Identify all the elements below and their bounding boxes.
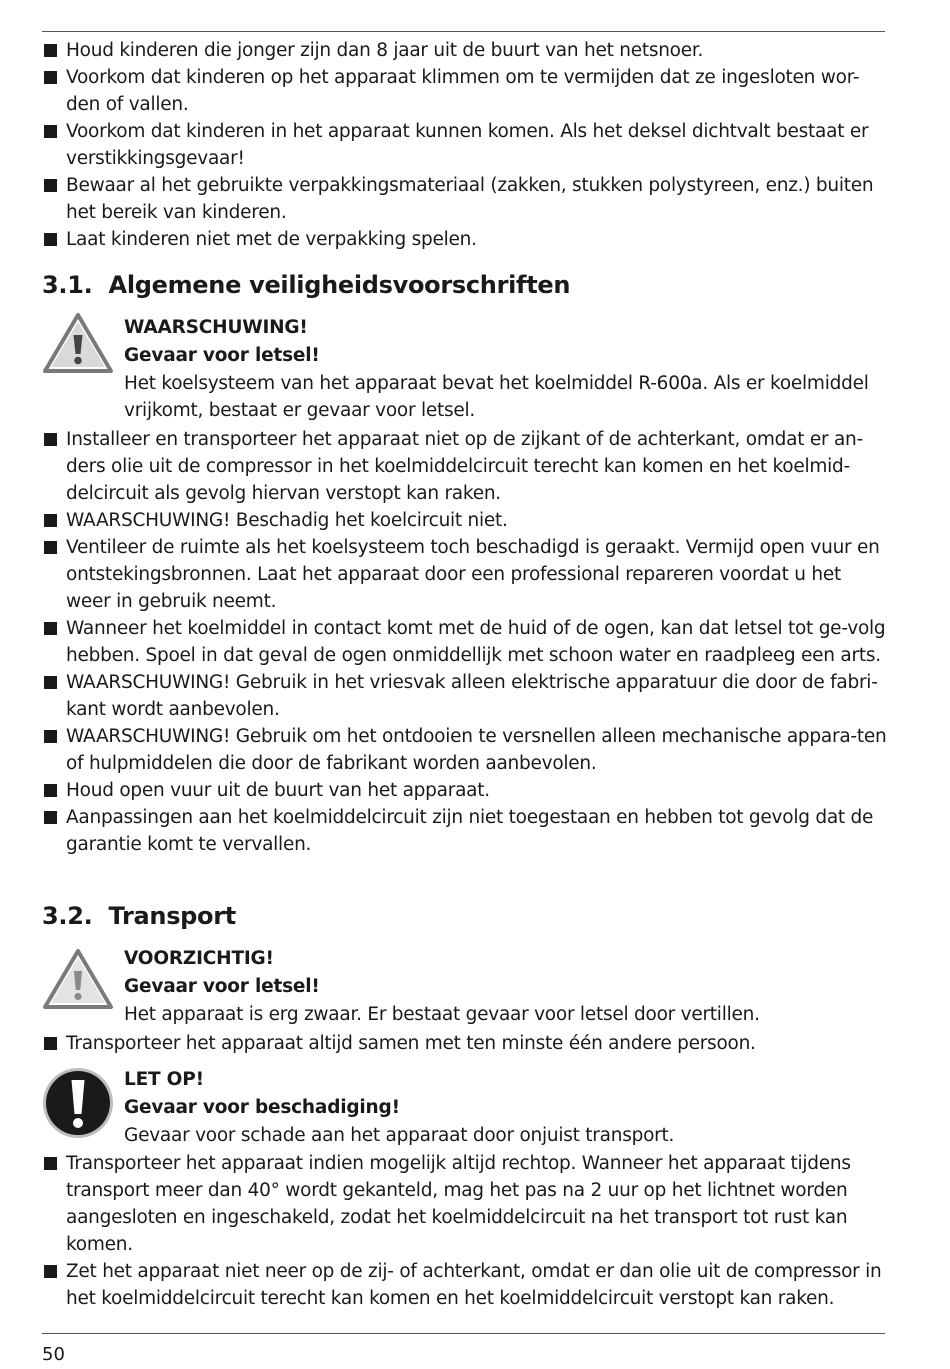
list-item	[42, 37, 887, 64]
list-item	[42, 172, 887, 226]
warning-title: WAARSCHUWING!	[124, 317, 308, 338]
bullet-square-icon	[44, 541, 57, 554]
intro-bullet-list	[42, 37, 887, 253]
list-item	[42, 1150, 887, 1258]
section2-bullet-list-b	[42, 1150, 887, 1312]
list-item	[42, 118, 887, 172]
caution-triangle-icon	[42, 948, 114, 1010]
list-item-text: Houd kinderen die jonger zijn dan 8 jaar uit de buurt van het netsnoer.	[66, 40, 704, 61]
list-item-text: Bewaar al het gebruikte verpakkingsmateriaal (zakken, stukken polystyreen, enz.) buiten het bereik van kinderen.	[66, 175, 874, 223]
list-item-text: WAARSCHUWING! Beschadig het koelcircuit niet.	[66, 510, 508, 531]
list-item-text: Aanpassingen aan het koelmiddelcircuit zijn niet toegestaan en hebben tot gevolg dat de garantie komt te vervallen.	[66, 807, 874, 855]
bullet-square-icon	[44, 1037, 57, 1050]
list-item	[42, 426, 887, 507]
list-item	[42, 669, 887, 723]
warning-block	[124, 314, 884, 424]
page-number: 50	[42, 1344, 65, 1365]
list-item	[42, 723, 887, 777]
bottom-rule	[42, 1333, 885, 1334]
list-item-text: Houd open vuur uit de buurt van het apparaat.	[66, 780, 490, 801]
bullet-square-icon	[44, 676, 57, 689]
list-item	[42, 1030, 887, 1057]
warning-triangle-icon	[42, 312, 114, 374]
bullet-square-icon	[44, 730, 57, 743]
list-item-text: Voorkom dat kinderen in het apparaat kunnen komen. Als het deksel dichtvalt bestaat er verstikkingsgevaar!	[66, 121, 869, 169]
bullet-square-icon	[44, 44, 57, 57]
bullet-square-icon	[44, 125, 57, 138]
section2-bullet-list-a	[42, 1030, 887, 1057]
notice-title: LET OP!	[124, 1069, 204, 1090]
list-item	[42, 1258, 887, 1312]
notice-block	[124, 1066, 884, 1149]
bullet-square-icon	[44, 811, 57, 824]
exclamation-circle-icon	[42, 1067, 114, 1139]
bullet-square-icon	[44, 514, 57, 527]
list-item-text: WAARSCHUWING! Gebruik in het vriesvak alleen elektrische apparatuur die door de fabri-kant wordt aanbevolen.	[66, 672, 878, 720]
top-rule	[42, 31, 885, 32]
bullet-square-icon	[44, 622, 57, 635]
list-item-text: Wanneer het koelmiddel in contact komt met de huid of de ogen, kan dat letsel tot ge-volg hebben. Spoel in dat geval de ogen onmiddellijk met schoon water en raadpleeg een arts.	[66, 618, 886, 666]
bullet-square-icon	[44, 433, 57, 446]
list-item-text: Zet het apparaat niet neer op de zij- of achterkant, omdat er dan olie uit de compressor in het koelmiddelcircuit terecht kan komen en het koelmiddelcircuit verstopt kan raken.	[66, 1261, 882, 1309]
list-item-text: Laat kinderen niet met de verpakking spelen.	[66, 229, 477, 250]
notice-subtitle: Gevaar voor beschadiging!	[124, 1097, 400, 1118]
bullet-square-icon	[44, 784, 57, 797]
list-item-text: WAARSCHUWING! Gebruik om het ontdooien te versnellen alleen mechanische appara-ten of hulpmiddelen die door de fabrikant worden aanbevolen.	[66, 726, 887, 774]
list-item	[42, 804, 887, 858]
section-heading-transport: 3.2. Transport	[42, 902, 236, 930]
warning-text: Het koelsysteem van het apparaat bevat het koelmiddel R-600a. Als er koelmiddel vrijkomt, bestaat er gevaar voor letsel.	[124, 373, 869, 421]
list-item	[42, 507, 887, 534]
bullet-square-icon	[44, 1265, 57, 1278]
bullet-square-icon	[44, 179, 57, 192]
list-item	[42, 615, 887, 669]
list-item	[42, 777, 887, 804]
list-item	[42, 534, 887, 615]
list-item-text: Transporteer het apparaat indien mogelijk altijd rechtop. Wanneer het apparaat tijdens transport meer dan 40° wordt gekanteld, mag het pas na 2 uur op het lichtnet worden aangesloten en ingeschakeld, zodat het koelmiddelcircuit na het transport tot rust kan komen.	[66, 1153, 851, 1255]
list-item-text: Installeer en transporteer het apparaat niet op de zijkant of de achterkant, omdat er an-ders olie uit de compressor in het koelmiddelcircuit terecht kan komen en het koelmid-delcircuit als gevolg hiervan verstopt kan raken.	[66, 429, 863, 504]
caution-subtitle: Gevaar voor letsel!	[124, 976, 320, 997]
bullet-square-icon	[44, 233, 57, 246]
list-item	[42, 226, 887, 253]
notice-text: Gevaar voor schade aan het apparaat door onjuist transport.	[124, 1125, 675, 1146]
list-item-text: Voorkom dat kinderen op het apparaat klimmen om te vermijden dat ze ingesloten wor-den of vallen.	[66, 67, 860, 115]
warning-subtitle: Gevaar voor letsel!	[124, 345, 320, 366]
caution-title: VOORZICHTIG!	[124, 948, 274, 969]
caution-text: Het apparaat is erg zwaar. Er bestaat gevaar voor letsel door vertillen.	[124, 1004, 760, 1025]
bullet-square-icon	[44, 1157, 57, 1170]
bullet-square-icon	[44, 71, 57, 84]
list-item	[42, 64, 887, 118]
caution-block	[124, 945, 884, 1028]
section1-bullet-list	[42, 426, 887, 858]
list-item-text: Transporteer het apparaat altijd samen met ten minste één andere persoon.	[66, 1033, 756, 1054]
section-heading-general-safety: 3.1. Algemene veiligheidsvoorschriften	[42, 271, 571, 299]
list-item-text: Ventileer de ruimte als het koelsysteem toch beschadigd is geraakt. Vermijd open vuur en ontstekingsbronnen. Laat het apparaat door een professional repareren voordat u het weer in gebruik neemt.	[66, 537, 880, 612]
